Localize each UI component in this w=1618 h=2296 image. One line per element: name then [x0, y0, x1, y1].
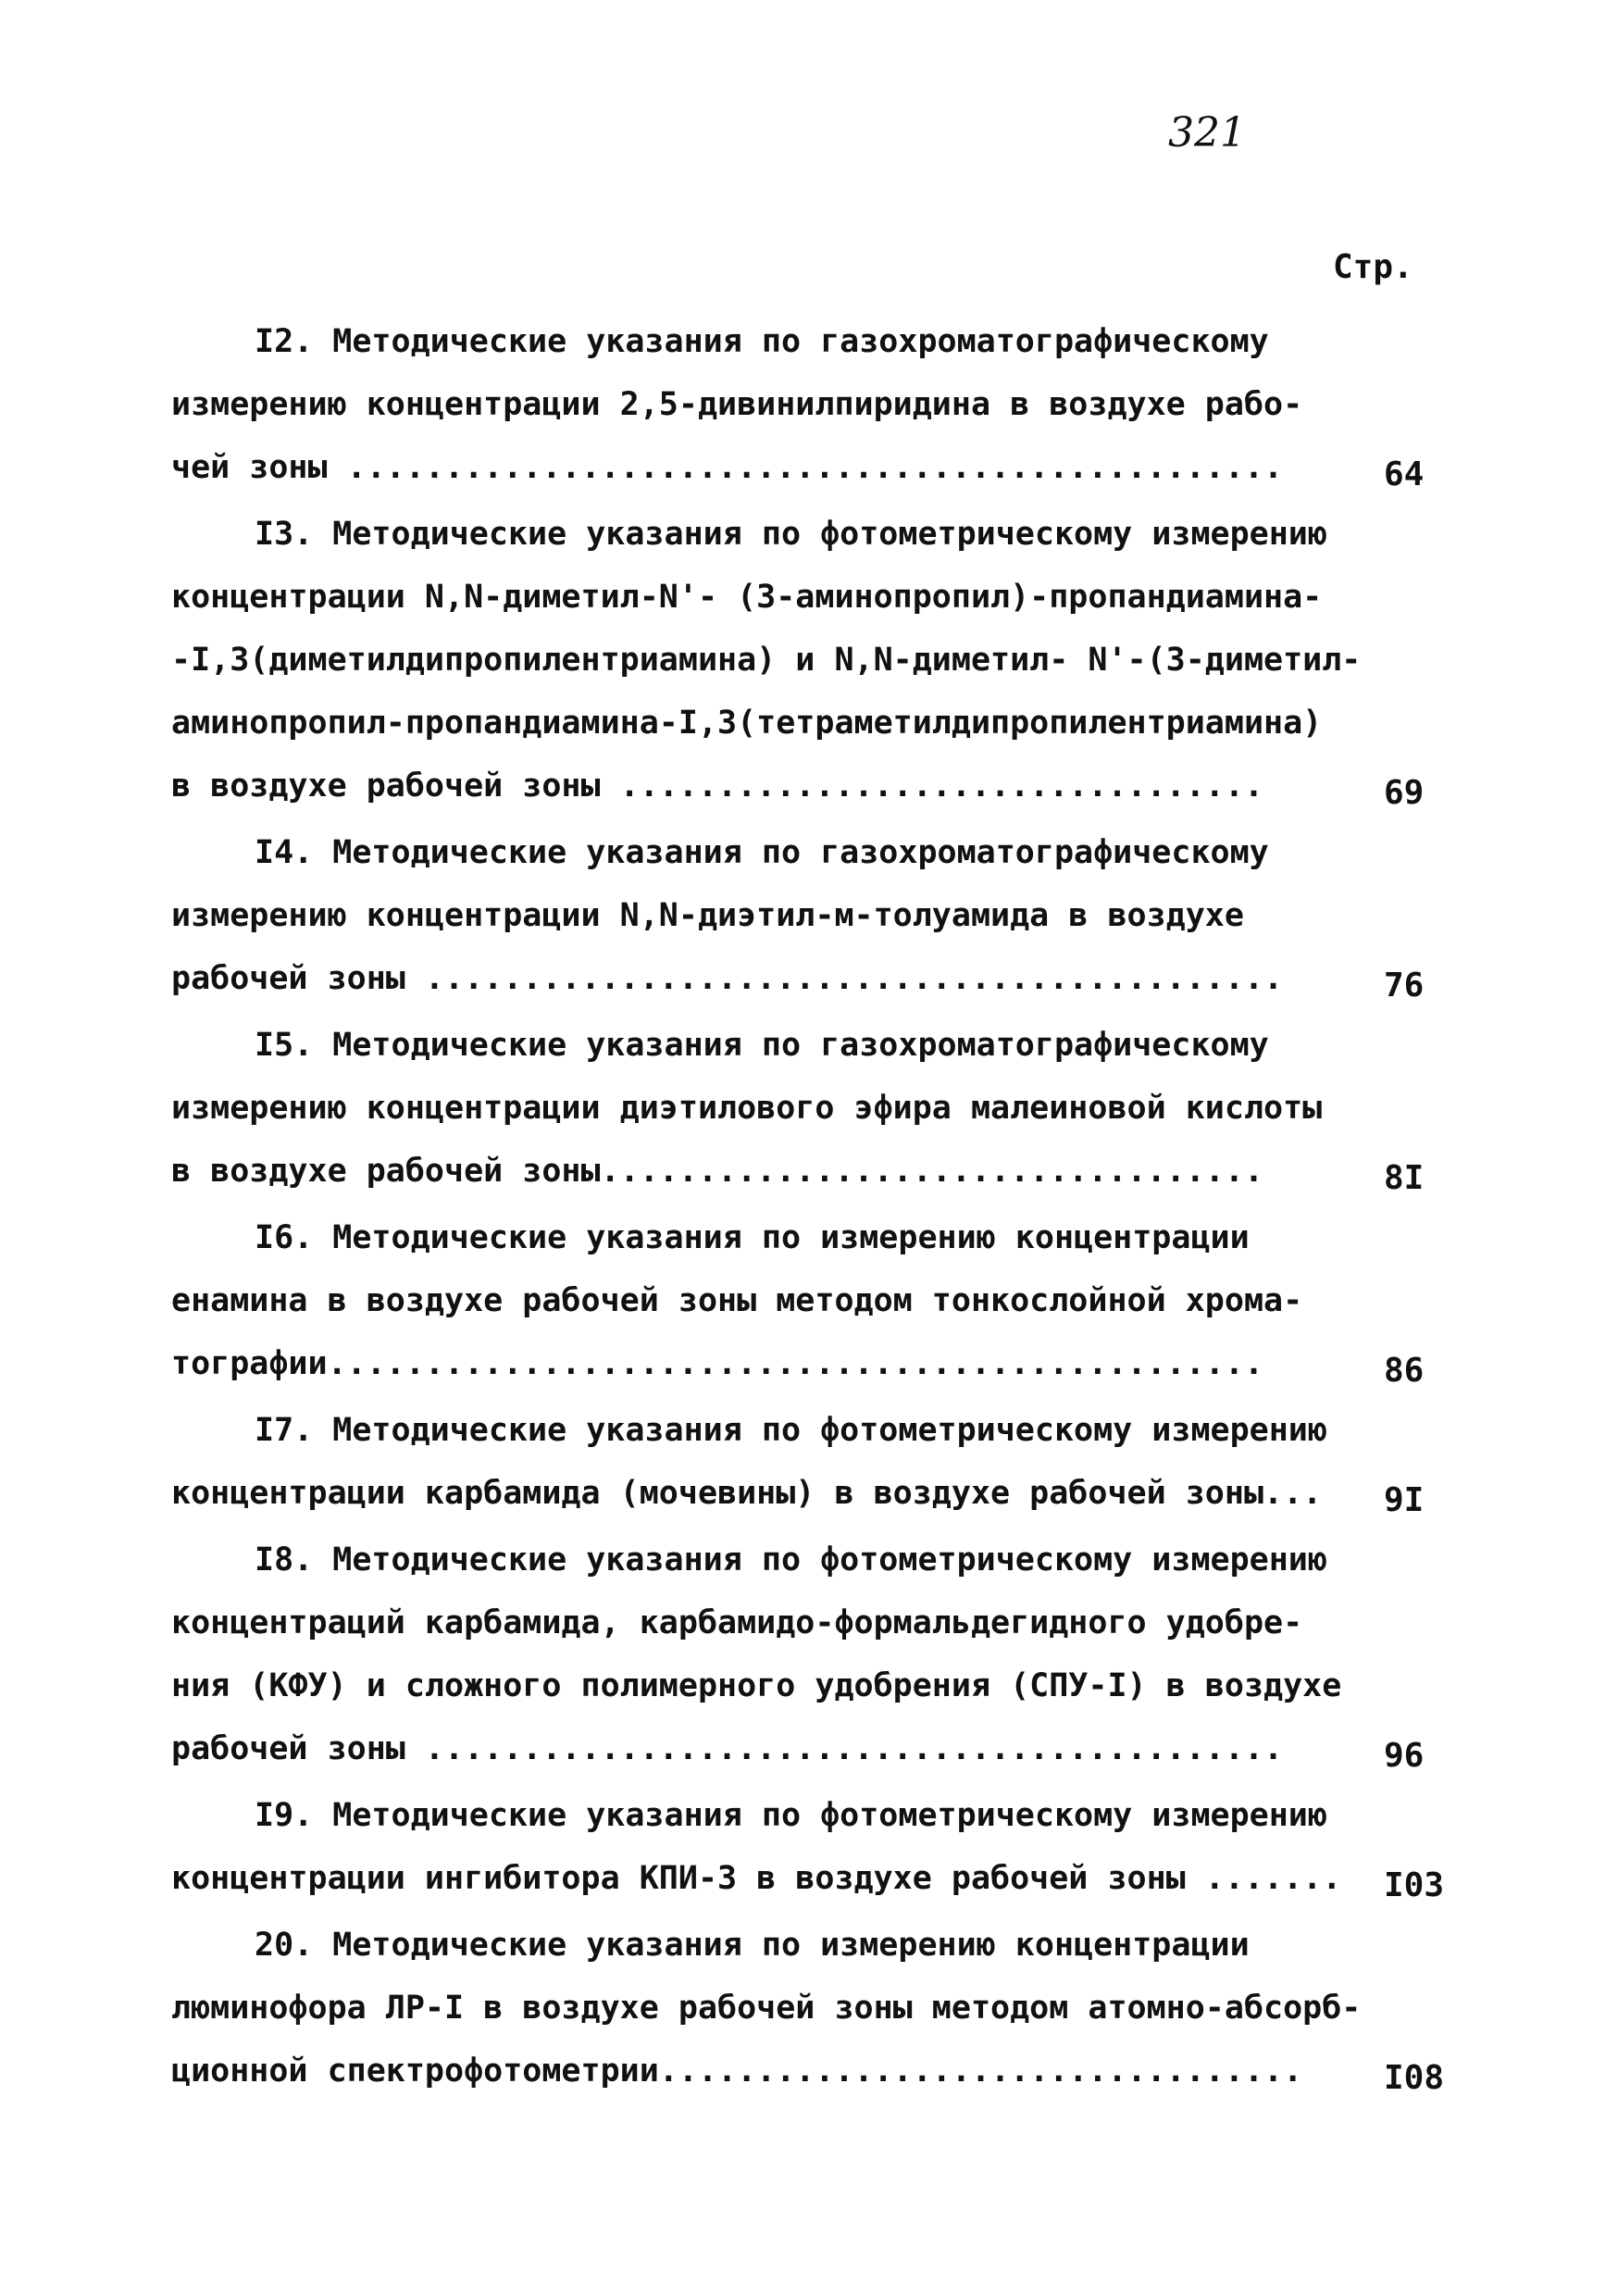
toc-entry-last-row: [171, 1717, 1486, 1780]
toc-entry-line: концентрации N,N-диметил-N'- (3-аминопропил)-пропандиамина-: [171, 579, 1323, 616]
toc-entry-line: I3. Методические указания по фотометрическому измерению: [255, 516, 1327, 553]
toc-entry-line: I5. Методические указания по газохроматографическому: [255, 1027, 1269, 1064]
toc-entry-line: тографии................................................: [171, 1345, 1264, 1382]
toc-entry-line: I8. Методические указания по фотометрическому измерению: [255, 1541, 1327, 1578]
toc-entry-line: рабочей зоны ............................................: [171, 1730, 1284, 1767]
toc-entry-page: 9I: [1384, 1481, 1425, 1519]
page-number: 321: [1168, 109, 1246, 156]
toc-entry-line: измерению концентрации диэтилового эфира малеиновой кислоты: [171, 1090, 1323, 1127]
toc-entry-line: люминофора ЛР-I в воздухе рабочей зоны методом атомно-абсорб-: [171, 1990, 1362, 2027]
toc-entry-last-row: [171, 947, 1486, 1010]
toc-entry-last-row: [171, 1847, 1486, 1910]
toc-entry-line: чей зоны ................................................: [171, 449, 1284, 486]
toc-entry-page: 64: [1384, 455, 1425, 493]
toc-entry-line: аминопропил-пропандиамина-I,3(тетраметилдипропилентриамина): [171, 705, 1323, 742]
toc-entry-line: измерению концентрации 2,5-дивинилпиридина в воздухе рабо-: [171, 386, 1303, 423]
toc-entry-line: рабочей зоны ............................................: [171, 960, 1284, 997]
toc-entry: [171, 821, 1486, 1010]
toc-entry-line: I9. Методические указания по фотометрическому измерению: [255, 1797, 1327, 1834]
toc-entry-page: I03: [1384, 1866, 1445, 1904]
toc-entry-line: концентрации карбамида (мочевины) в воздухе рабочей зоны...: [171, 1475, 1323, 1512]
toc-entry-line: I7. Методические указания по фотометрическому измерению: [255, 1412, 1327, 1449]
toc-entry-line: I2. Методические указания по газохроматографическому: [255, 323, 1269, 360]
toc-entry-line: измерению концентрации N,N-диэтил-м-толуамида в воздухе: [171, 897, 1244, 934]
table-of-contents: [171, 310, 1486, 2106]
toc-entry-last-row: [171, 2040, 1486, 2103]
toc-entry-line: ния (КФУ) и сложного полимерного удобрения (СПУ-I) в воздухе: [171, 1667, 1342, 1704]
toc-entry-line: концентрации ингибитора КПИ-3 в воздухе рабочей зоны .......: [171, 1860, 1342, 1897]
toc-entry-line: ционной спектрофотометрии.................................: [171, 2053, 1303, 2090]
toc-entry-line: в воздухе рабочей зоны .................................: [171, 767, 1264, 805]
toc-entry-line: I4. Методические указания по газохроматографическому: [255, 834, 1269, 871]
toc-entry-last-row: [171, 1462, 1486, 1525]
toc-entry-last-row: [171, 436, 1486, 499]
toc-entry: [171, 503, 1486, 817]
toc-entry-page: 86: [1384, 1352, 1425, 1390]
page-column-header: Стр.: [1333, 248, 1413, 286]
toc-entry-last-row: [171, 755, 1486, 817]
toc-entry-line: 20. Методические указания по измерению концентрации: [255, 1927, 1250, 1964]
toc-entry-page: 96: [1384, 1737, 1425, 1775]
toc-entry: [171, 1014, 1486, 1203]
toc-entry-page: 69: [1384, 774, 1425, 812]
toc-entry: [171, 1914, 1486, 2103]
toc-entry-last-row: [171, 1332, 1486, 1395]
toc-entry-line: енамина в воздухе рабочей зоны методом тонкослойной хрома-: [171, 1282, 1303, 1319]
toc-entry-line: I6. Методические указания по измерению концентрации: [255, 1219, 1250, 1256]
toc-entry: [171, 310, 1486, 499]
toc-entry-page: 8I: [1384, 1159, 1425, 1197]
toc-entry-line: в воздухе рабочей зоны..................................: [171, 1153, 1264, 1190]
toc-entry: [171, 1784, 1486, 1910]
toc-entry-line: -I,3(диметилдипропилентриамина) и N,N-диметил- N'-(3-диметил-: [171, 642, 1362, 679]
toc-entry: [171, 1206, 1486, 1395]
toc-entry-line: концентраций карбамида, карбамидо-формальдегидного удобре-: [171, 1604, 1303, 1641]
toc-entry: [171, 1529, 1486, 1780]
toc-entry-page: I08: [1384, 2059, 1445, 2097]
toc-entry-page: 76: [1384, 967, 1425, 1004]
toc-entry-last-row: [171, 1140, 1486, 1203]
toc-entry: [171, 1399, 1486, 1525]
